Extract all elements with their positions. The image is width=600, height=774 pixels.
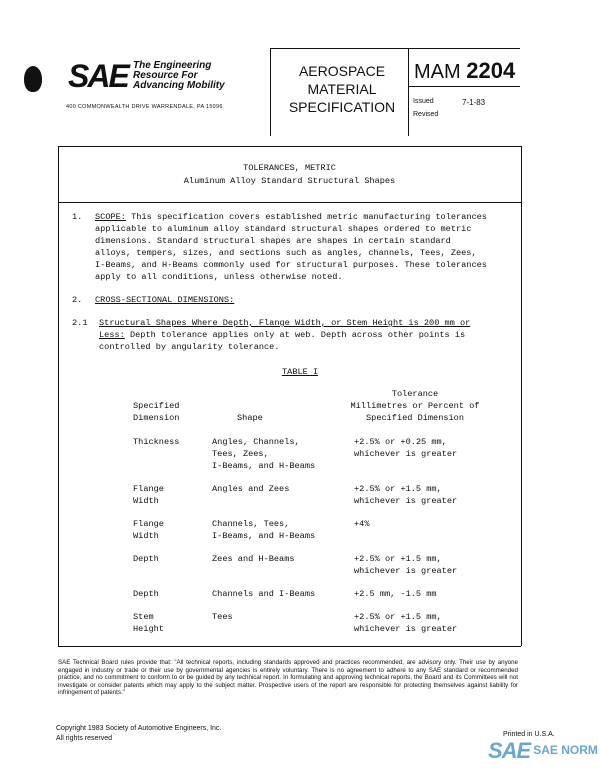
table-row-tolerance: +2.5% or +1.5 mm, whichever is greater (354, 612, 458, 634)
section-2-1-heading: Structural Shapes Where Depth, Flange Width, or Stem Height is 200 mm or (99, 318, 471, 328)
watermark-text: SAE NORM (533, 743, 598, 757)
sae-address: 400 COMMONWEALTH DRIVE WARRENDALE, PA 15096 (66, 104, 223, 110)
issued-date: 7-1-83 (462, 98, 486, 107)
table-row-dimension: Flange Width (133, 519, 164, 541)
section-1-line: SCOPE: This specification covers established metric manufacturing tolerances (95, 212, 487, 222)
title-rule (58, 202, 521, 203)
table-row-shape: Channels and I-Beams (212, 589, 316, 599)
mam-prefix: MAM (414, 61, 461, 83)
table-row-shape: Channels, Tees, I-Beams, and H-Beams (212, 519, 316, 541)
printed-in: Printed in U.S.A. (503, 731, 555, 738)
table-caption: TABLE I (282, 367, 319, 377)
table-row-dimension: Depth (133, 589, 159, 599)
tagline-line: The Engineering (133, 60, 212, 71)
table-row-tolerance: +4% (354, 519, 370, 529)
watermark-logo (488, 738, 598, 764)
table-row-shape: Tees (212, 612, 233, 622)
doc-title: TOLERANCES, METRIC (243, 163, 336, 173)
table-row-dimension: Stem Height (133, 612, 164, 634)
section-2-1-body (99, 317, 517, 353)
spec-title-line: AEROSPACE (298, 63, 386, 79)
doc-subtitle: Aluminum Alloy Standard Structural Shapes (183, 176, 396, 186)
section-2-1-line: Less: Depth tolerance applies only at web. Depth across other points is (99, 330, 466, 340)
section-1-number: 1. (72, 212, 83, 222)
mam-box-rule (408, 86, 520, 87)
section-2-1-number: 2.1 (72, 318, 88, 328)
section-1-line: apply to all conditions, unless otherwise noted. (95, 272, 343, 282)
header-top-rule (270, 48, 520, 49)
table-row-shape: Zees and H-Beams (212, 554, 295, 564)
section-1-line: I-Beams, and H-Beams commonly used for structural purposes. These tolerances (95, 260, 487, 270)
frame-bottom (58, 646, 521, 647)
section-1-body (95, 211, 515, 283)
rights-reserved: All rights reserved (56, 735, 113, 742)
table-row-tolerance: +2.5% or +1.5 mm, whichever is greater (354, 554, 458, 576)
spec-title-line: MATERIAL (307, 81, 377, 97)
watermark-sae-mark: SAE (488, 738, 531, 763)
section-2-1-line: controlled by angularity tolerance. (99, 342, 280, 352)
section-1-heading: SCOPE: (95, 212, 126, 222)
header-divider-right (408, 48, 409, 136)
table-row-dimension: Thickness (133, 437, 180, 447)
spec-title (277, 62, 407, 116)
table-row-tolerance: +2.5% or +1.5 mm, whichever is greater (354, 484, 458, 506)
tagline-line: Advancing Mobility (133, 80, 225, 91)
table-header-dimension: Specified Dimension (133, 401, 180, 423)
section-1-line: alloys, tempers, sizes, and sections such as angles, channels, Tees, Zees, (95, 248, 477, 258)
table-header-tolerance: Tolerance Millimetres or Percent of Specified Dimension (350, 389, 480, 423)
table-row-tolerance: +2.5 mm, -1.5 mm (354, 589, 437, 599)
table-header-shape: Shape (237, 413, 263, 423)
section-2-heading: CROSS-SECTIONAL DIMENSIONS: (95, 295, 235, 305)
punch-hole-mark (24, 66, 42, 92)
copyright: Copyright 1983 Society of Automotive Engineers, Inc. (56, 725, 222, 732)
mam-number: 2204 (466, 58, 516, 83)
sae-logo: SAE (68, 58, 128, 94)
section-1-line: applicable to aluminum alloy standard structural shapes ordered to metric (95, 224, 472, 234)
table-row-shape: Angles and Zees (212, 484, 290, 494)
table-row-tolerance: +2.5% or +0.25 mm, whichever is greater (354, 437, 458, 459)
sae-tagline (133, 61, 225, 91)
section-1-line: dimensions. Standard structural shapes are shapes in certain standard (95, 236, 451, 246)
frame-left (58, 146, 59, 646)
tagline-line: Resource For (133, 70, 198, 81)
technical-board-disclaimer: SAE Technical Board rules provide that: "All technical reports, including standards approved and practices recommended, are advisory only. Their use by anyone engaged in industry or trade or their use by governmental agencies is entirely voluntary. There is no agreement to adhere to any SAE standard or recommended practice, and no commitment to conform to or be guided by any technical report. In formulating and approving technical reports, the Board and its Committees will not investigate or consider patents which may apply to the subject matter. Prospective users of the report are responsible for protecting themselves against liability for infringement of patents." (58, 659, 518, 697)
section-2-number: 2. (72, 295, 83, 305)
header-divider-left (270, 48, 271, 136)
frame-right (521, 146, 522, 646)
revised-label: Revised (413, 111, 439, 118)
table-row-dimension: Flange Width (133, 484, 164, 506)
table-row-dimension: Depth (133, 554, 159, 564)
spec-title-line: SPECIFICATION (288, 99, 396, 115)
frame-top (58, 146, 521, 147)
table-row-shape: Angles, Channels, Tees, Zees, I-Beams, and H-Beams (212, 437, 316, 471)
issued-label: Issued (413, 98, 434, 105)
mam-code (414, 58, 515, 84)
